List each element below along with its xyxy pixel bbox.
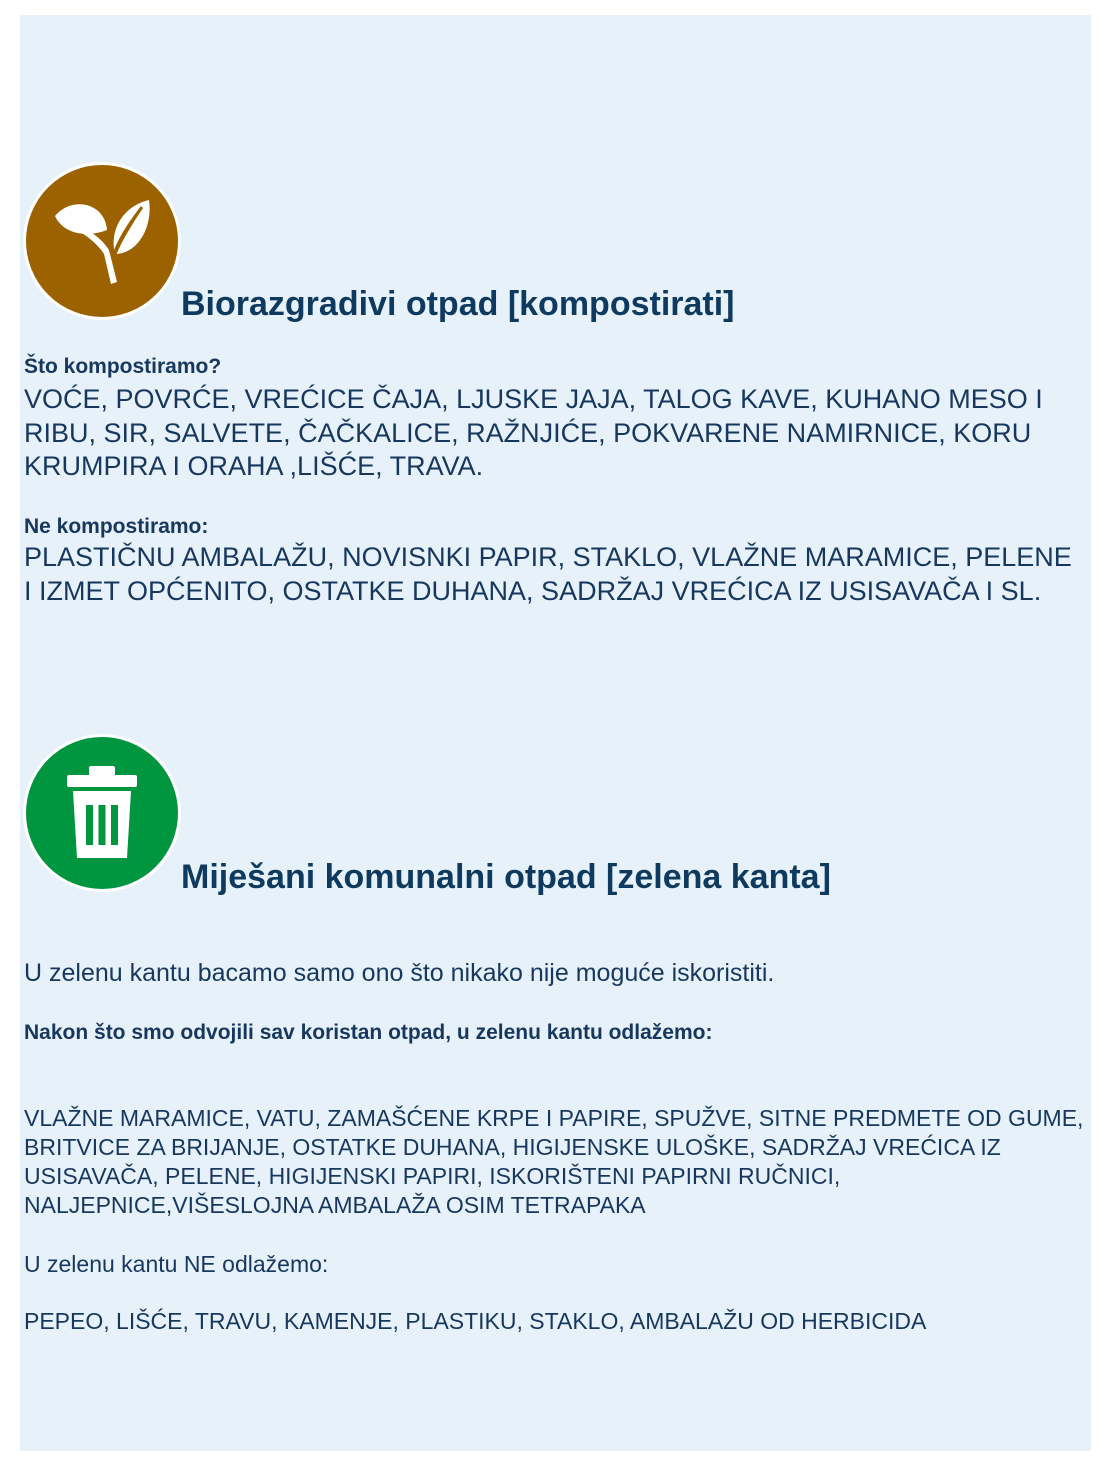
bio-yes-items: VOĆE, POVRĆE, VREĆICE ČAJA, LJUSKE JAJA, TALOG KAVE, KUHANO MESO I RIBU, SIR, SALVETE, ČAČKALICE, RAŽNJIĆE, POKVARENE NAMIRNICE, KORU KRUMPIRA I ORAHA ,LIŠĆE, TRAVA. [24,384,1043,481]
trash-can-glyph [67,766,137,860]
mixed-yes-items: VLAŽNE MARAMICE, VATU, ZAMAŠĆENE KRPE I PAPIRE, SPUŽVE, SITNE PREDMETE OD GUME, BRITVICE ZA BRIJANJE, OSTATKE DUHANA, HIGIJENSKE ULOŠKE, SADRŽAJ VREĆICA IZ USISAVAČA, PELENE, HIGIJENSKI PAPIRI, ISKORIŠTENI PAPIRNI RUČNICI, NALJEPNICE,VIŠESLOJNA AMBALAŽA OSIM TETRAPAKA [24,1105,1084,1218]
bio-no-items: PLASTIČNU AMBALAŽU, NOVISNKI PAPIR, STAKLO, VLAŽNE MARAMICE, PELENE I IZMET OPĆENITO, OSTATKE DUHANA, SADRŽAJ VREĆICA IZ USISAVAČA I SL. [24,542,1072,606]
mixed-no-label: U zelenu kantu NE odlažemo: [24,1251,329,1277]
leaf-sprout-glyph [49,196,155,286]
trash-can-icon [23,734,181,892]
bio-yes-label: Što kompostiramo? [24,355,222,378]
mixed-yes-label: Nakon što smo odvojili sav koristan otpad, u zelenu kantu odlažemo: [24,1021,713,1044]
content-panel [20,15,1091,1451]
leaf-sprout-icon [23,162,181,320]
mixed-no-items: PEPEO, LIŠĆE, TRAVU, KAMENJE, PLASTIKU, STAKLO, AMBALAŽU OD HERBICIDA [24,1308,927,1334]
mixed-section-title: Miješani komunalni otpad [zelena kanta] [181,858,831,896]
bio-section-title: Biorazgradivi otpad [kompostirati] [181,285,735,323]
bio-no-label: Ne kompostiramo: [24,515,209,538]
mixed-intro: U zelenu kantu bacamo samo ono što nikako nije moguće iskoristiti. [24,959,775,987]
